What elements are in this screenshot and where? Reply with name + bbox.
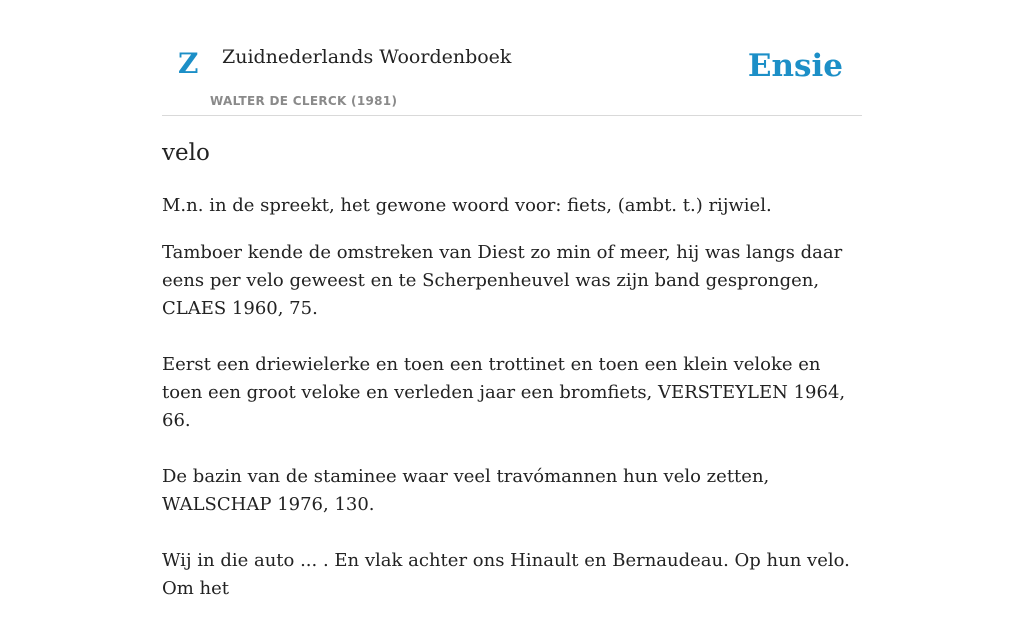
quote-3: De bazin van de staminee waar veel travómannen hun velo zetten, WALSCHAP 1976, 130. [162,466,770,515]
source-author: WALTER DE CLERCK (1981) [210,94,398,108]
ensie-logo[interactable]: Ensie [747,48,843,84]
header [162,0,862,116]
page [162,0,862,599]
source-title-link[interactable]: Zuidnederlands Woordenboek [222,46,512,68]
quote-4: Wij in die auto ... . En vlak achter ons Hinault en Bernaudeau. Op hun velo. Om het [162,550,850,599]
quote-1: Tamboer kende de omstreken van Diest zo min of meer, hij was langs daar eens per velo geweest en te Scherpenheuvel was zijn band gesprongen, CLAES 1960, 75. [162,242,843,319]
entry-content [162,192,862,631]
headword: velo [162,140,210,166]
quote-2: Eerst een driewielerke en toen een trottinet en toen een klein veloke en toen een groot veloke en verleden jaar een bromfiets, VERSTEYLEN 1964, 66. [162,354,846,431]
definition: M.n. in de spreekt, het gewone woord voor: fiets, (ambt. t.) rijwiel. [162,195,772,216]
source-logo-z[interactable]: Z [178,47,199,80]
